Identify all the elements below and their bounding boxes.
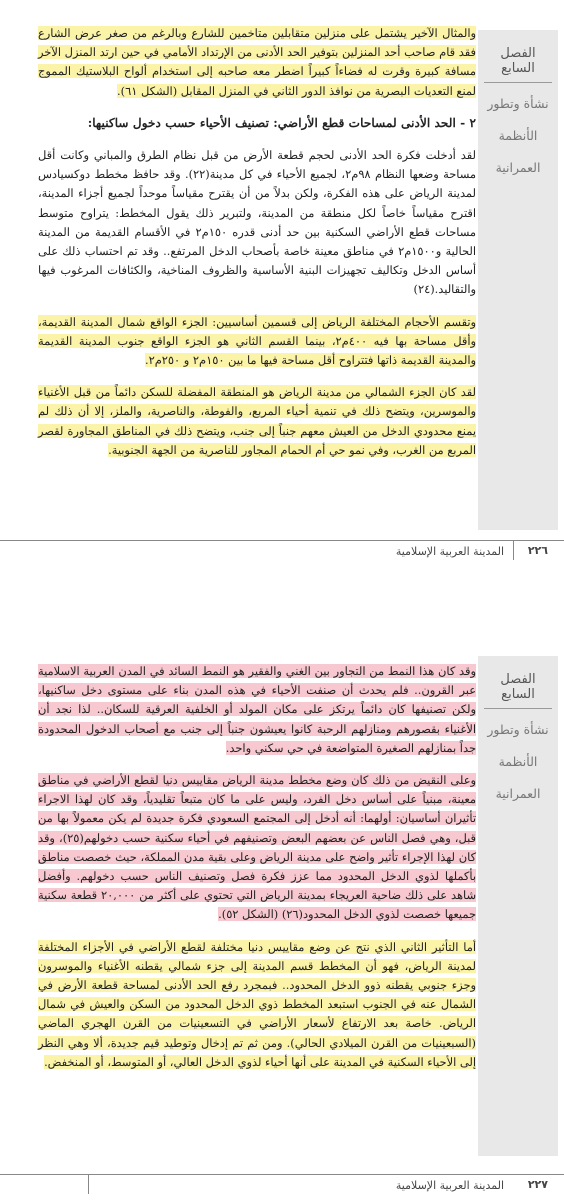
page-226-text	[38, 24, 476, 473]
chapter-sidebar	[478, 656, 558, 1156]
page-number: ٢٢٦	[527, 544, 548, 557]
page-gap	[0, 578, 564, 606]
book-title: المدينة العربية الإسلامية	[395, 545, 504, 558]
paragraph-second-effect	[38, 938, 476, 1072]
paragraph-min-plot: لقد أدخلت فكرة الحد الأدنى لحجم قطعة الأرض من قبل نظام الطرق والمباني وكانت أقل مساحة وضعها النظام ٩٨م٢، لجميع الأحياء في كل مدينة(٢٢). وقد حافظ مخطط دوكسيادس لمدينة الرياض على هذه الفكرة، ولكن بدلاً من أن يقترح مقياساً موحداً لجميع أجزاء المدينة، اقترح مقياساً خاصاً لكل منطقة من المدينة، ولتبرير ذلك يقول المخطط: يتراوح متوسط مساحات قطع الأراضي السكنية بين حد أدنى قدره ١٥٠م٢ في الأقسام القديمة من المدينة الحالية و١٥٠٠م٢ في مناطق معينة خاصة بأصحاب الدخل المرتفع.. وقد تم احتساب ذلك على أساس الدخل وتكاليف تجهيزات البنية الأساسية والظروف المناخية، والكثافات المرغوب فيها والتقاليد.(٢٤)	[38, 148, 476, 297]
highlight-yellow: لقد كان الجزء الشمالي من مدينة الرياض هو المنطقة المفضلة للسكن دائماً من قبل الأغنياء والموسرين، ويتضح ذلك في تنمية أحياء المربع، والفوطة، والناصرية، والملز، إلا أن ذلك لم يمنع محدودي الدخل من العيش معهم جنباً إلى جنب، ويتضح ذلك في المناطق المجاورة لقصر المربع من الغرب، وفي نمو حي أم الحمام المجاور للناصرية من الجهة الجنوبية.	[38, 385, 476, 457]
page-footer	[0, 540, 564, 561]
footer-divider	[513, 540, 514, 560]
chapter-title-line-3: العمرانية	[495, 160, 541, 175]
highlight-yellow: أما التأثير الثاني الذي نتج عن وضع مقاييس دنيا مختلفة لقطع الأراضي في الأجزاء المختلفة لمدينة الرياض، فهو أن المخطط قسم المدينة إلى جزء شمالي يقطنه الأغنياء والموسرون وجزء جنوبي يقطنه ذوو الدخل المحدود.. فبمجرد رفع الحد الأدنى لمساحة قطعة الأرض في الشمال عنه في الجنوب استبعد المخطط ذوي الدخل المحدود من السكن والعيش في شمال الرياض. خاصة بعد الارتفاع لأسعار الأراضي في التسعينيات من القرن الهجري الماضي (السبعينيات من القرن الميلادي الحالي). ومن ثم تم إدخال وتوطيد قيم جديدة، ألا وهي النظر إلى الأحياء السكنية في المدينة على أنها أحياء لذوي الدخل العالي، أو المتوسط، أو المنخفض.	[38, 939, 476, 1069]
paragraph-two-sections	[38, 313, 476, 371]
footer-divider	[88, 1174, 89, 1194]
paragraph-traditional-mixing	[38, 662, 476, 758]
chapter-title-line-2: الأنظمة	[498, 754, 538, 769]
chapter-title-line-1: نشأة وتطور	[487, 722, 549, 737]
page-footer	[0, 1174, 564, 1195]
page-number: ٢٢٧	[527, 1178, 548, 1191]
paragraph-north-riyadh	[38, 383, 476, 460]
highlight-yellow: وتقسم الأحجام المختلفة الرياض إلى قسمين أساسيين: الجزء الواقع شمال المدينة القديمة، وأقل مساحة بها فيه ٤٠٠م٢، بينما القسم الثاني هو الجزء الواقع جنوب المدينة القديمة والمدينة القديمة ذاتها فتتراوح أقل مساحة فيها ما بين ١٥٠م٢ و ٢٥٠م٢.	[38, 314, 476, 368]
section-subheading: ٢ - الحد الأدنى لمساحات قطع الأراضي: تصنيف الأحياء حسب دخول ساكنيها:	[87, 115, 476, 130]
chapter-title-line-1: نشأة وتطور	[487, 96, 549, 111]
chapter-label: الفصل السابع	[484, 38, 552, 83]
book-page-226	[0, 0, 564, 578]
chapter-sidebar	[478, 30, 558, 530]
highlight-pink: وعلى النقيض من ذلك كان وضع مخطط مدينة الرياض مقاييس دنيا لقطع الأراضي في مناطق معينة، مبنياً على أساس دخل الفرد، وليس على ما كان متبعاً تقليدياً، وقد كان لهذا الاجراء تأثيران أساسيان: أولهما: أنه أدخل إلى المجتمع السعودي فكرة جديدة لم يكن معمولاً بها من قبل، وهي فصل الناس عن بعضهم البعض وتصنيفهم في أحياء سكنية حسب دخولهم(٢٥)، وقد كان لهذا الإجراء تأثير واضح على مدينة الرياض وعلى بقية مدن المملكة، حيث خصصت مناطق بأكملها لذوي الدخل المحدود مما عزز فكرة فصل وتصنيف الناس حسب دخولهم. وأفضل شاهد على ذلك ضاحية العريجاء بمدينة الرياض التي تحتوي على أكثر من ٢٠,٠٠٠ قطعة سكنية جميعها خصصت لذوي الدخل المحدود(٢٦) (الشكل ٥٢).	[38, 773, 476, 922]
highlight-yellow: والمثال الآخير يشتمل على منزلين متقابلين متاخمين للشارع وبالرغم من صغر عرض الشارع فقد قام صاحب أحد المنزلين بتوفير الحد الأدنى من الإرتداد الأمامي في حين ارتد المنزل الآخر مسافة كبيرة وقرت له فضاءاً كبيراً اضطر معه صاحبه إلى استخدام ألواح البلاستيك المموج لمنع التعديات البصرية من نوافذ الدور الثاني في المنزل المقابل (الشكل ٦١).	[38, 26, 476, 98]
page-227-text	[38, 662, 476, 1085]
paragraph-example	[38, 24, 476, 101]
paragraph-first-effect	[38, 771, 476, 925]
highlight-pink: وقد كان هذا النمط من التجاور بين الغني والفقير هو النمط السائد في المدن العربية الاسلامية عبر القرون.. فلم يحدث أن صنفت الأحياء في هذه المدن بناء على مستوى دخل ساكنيها، ولكن تصنيفها كان دائماً يرتكز على مكان المولد أو الخلفية العرقية للسكان.. لذا نجد أن الأغنياء بقصورهم ومنازلهم الرحبة كانوا يعيشون جنباً إلى جنب مع أصحاب الدخول المحدودة جداً بمنازلهم الصغيرة المتواضعة في حي سكني واحد.	[38, 664, 476, 755]
chapter-title-line-3: العمرانية	[495, 786, 541, 801]
chapter-label: الفصل السابع	[484, 664, 552, 709]
book-title: المدينة العربية الإسلامية	[395, 1179, 504, 1192]
chapter-title-line-2: الأنظمة	[498, 128, 538, 143]
book-page-227	[0, 606, 564, 1200]
